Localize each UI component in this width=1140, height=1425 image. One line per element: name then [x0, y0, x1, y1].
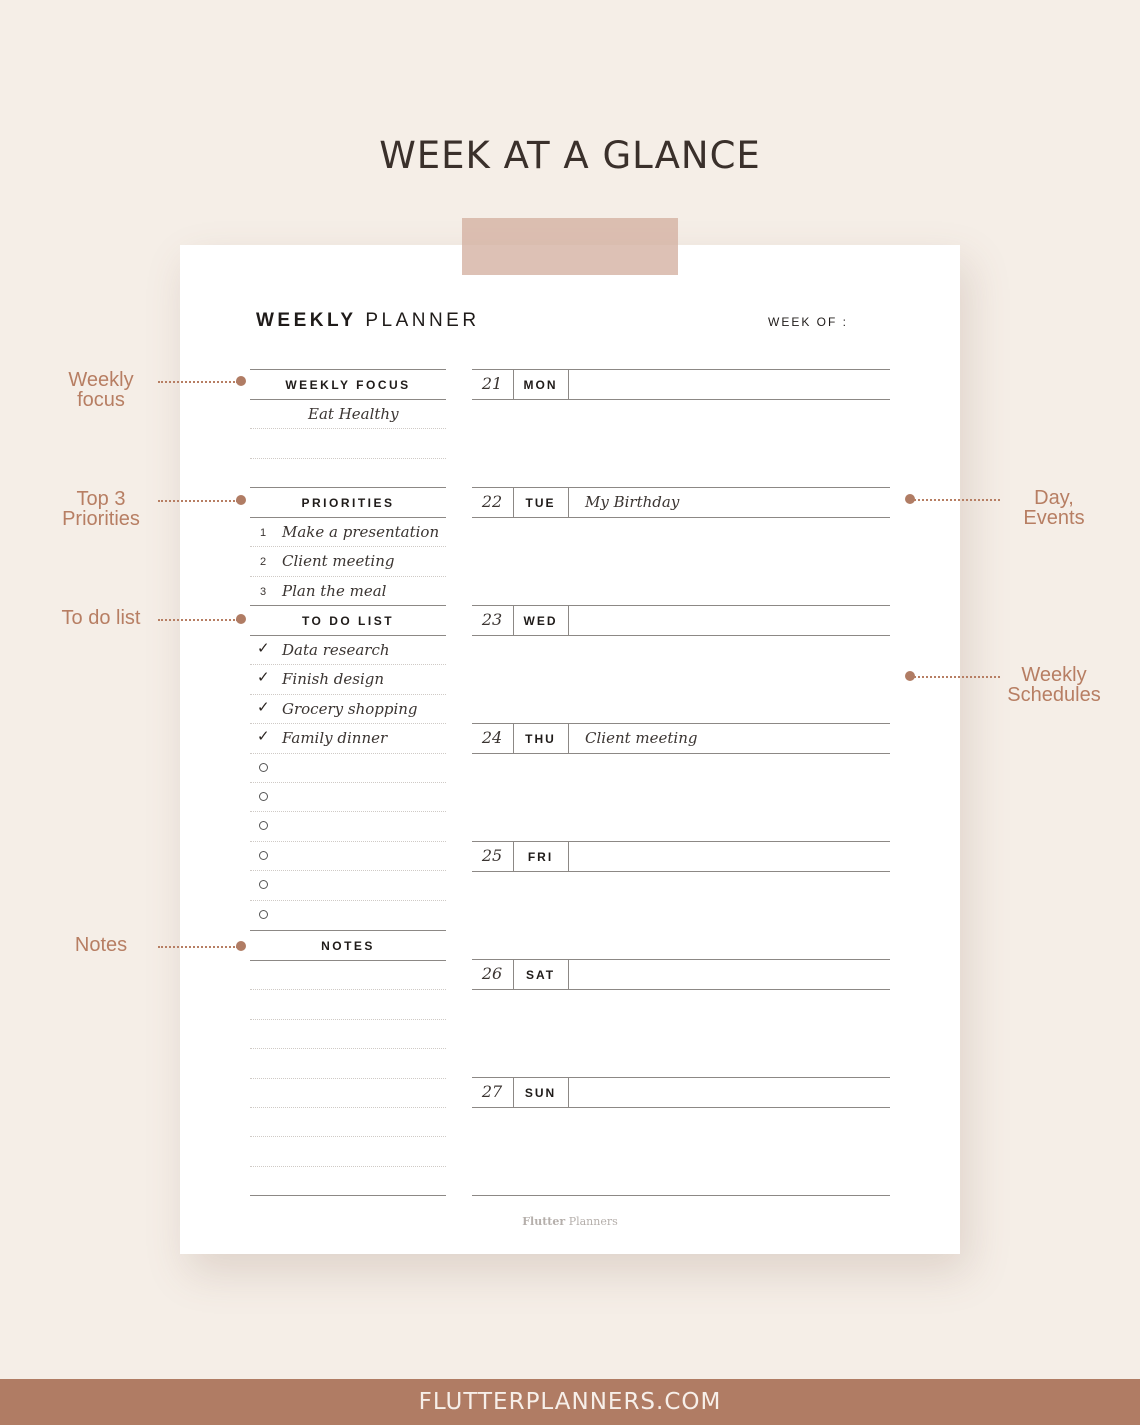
website-url[interactable]: FLUTTERPLANNERS.COM — [418, 1389, 722, 1415]
dotted-line — [250, 576, 446, 577]
dotted-line — [250, 1048, 446, 1049]
day-divider — [568, 1077, 569, 1107]
rule-line — [250, 517, 446, 518]
callout-line-text: Weekly — [1021, 664, 1087, 686]
priority-item: Client meeting — [282, 552, 395, 571]
footer-brand-bold: Flutter — [522, 1215, 566, 1228]
todo-label: TO DO LIST — [301, 614, 395, 628]
day-name: SAT — [525, 968, 556, 982]
dotted-line — [250, 1019, 446, 1020]
priority-item: Plan the meal — [282, 581, 387, 600]
day-name: FRI — [527, 850, 554, 864]
priority-item: Make a presentation — [282, 523, 440, 541]
day-date: 23 — [481, 610, 503, 629]
planner-page — [180, 245, 960, 1254]
week-of-label: WEEK OF : — [768, 315, 849, 329]
callout-weekly-focus — [31, 370, 171, 410]
callout-line-text: Weekly — [68, 369, 134, 391]
callout-dot-icon — [236, 941, 246, 951]
callout-todo — [31, 608, 171, 628]
day-event: Client meeting — [585, 729, 698, 747]
callout-line-text: Schedules — [1007, 684, 1101, 706]
rule-line — [472, 1077, 890, 1078]
priority-number: 2 — [260, 556, 267, 569]
day-name: THU — [525, 732, 556, 746]
todo-item: Family dinner — [282, 729, 388, 748]
callout-connector — [158, 500, 238, 502]
weekly-focus-value: Eat Healthy — [308, 405, 399, 423]
checkmark-icon[interactable]: ✓ — [257, 669, 270, 687]
empty-checkbox-icon[interactable] — [259, 763, 268, 772]
dotted-line — [250, 782, 446, 783]
rule-line — [250, 487, 446, 488]
day-divider — [568, 369, 569, 399]
day-name: TUE — [525, 496, 556, 510]
empty-checkbox-icon[interactable] — [259, 792, 268, 801]
dotted-line — [250, 458, 446, 459]
day-divider — [568, 959, 569, 989]
callout-connector — [158, 619, 238, 621]
day-date: 27 — [481, 1082, 503, 1101]
callout-day-events — [984, 488, 1124, 528]
dotted-line — [250, 546, 446, 547]
footer-brand — [0, 1215, 1140, 1228]
rule-line — [472, 959, 890, 960]
day-date: 26 — [481, 964, 503, 983]
callout-dot-icon — [236, 376, 246, 386]
callout-line-text: Notes — [74, 934, 128, 956]
rule-line — [250, 605, 446, 606]
day-date: 24 — [481, 728, 503, 747]
callout-weekly-schedules — [984, 665, 1124, 705]
todo-item: Finish design — [282, 670, 385, 689]
rule-line — [472, 1195, 890, 1196]
day-name: MON — [523, 378, 558, 392]
callout-line-text: Priorities — [62, 508, 140, 530]
rule-line — [250, 1195, 446, 1196]
callout-notes — [31, 935, 171, 955]
rule-line — [250, 960, 446, 961]
weekly-focus-label: WEEKLY FOCUS — [285, 378, 411, 392]
todo-item: Data research — [282, 641, 390, 659]
dotted-line — [250, 811, 446, 812]
dotted-line — [250, 723, 446, 724]
dotted-line — [250, 1166, 446, 1167]
day-divider — [568, 841, 569, 871]
day-divider — [568, 605, 569, 635]
rule-line — [472, 753, 890, 754]
dotted-line — [250, 1078, 446, 1079]
callout-connector — [914, 676, 1000, 678]
day-event: My Birthday — [585, 493, 680, 511]
planner-title-bold: WEEKLY — [256, 310, 357, 331]
dotted-line — [250, 841, 446, 842]
callout-priorities — [31, 489, 171, 529]
dotted-line — [250, 1107, 446, 1108]
checkmark-icon[interactable]: ✓ — [257, 728, 270, 746]
rule-line — [472, 989, 890, 990]
rule-line — [472, 871, 890, 872]
dotted-line — [250, 1136, 446, 1137]
day-name: WED — [523, 614, 558, 628]
planner-title — [256, 310, 480, 332]
todo-item: Grocery shopping — [282, 699, 418, 718]
checkmark-icon[interactable]: ✓ — [257, 698, 270, 716]
bottom-banner — [0, 1379, 1140, 1425]
notes-label: NOTES — [321, 939, 375, 953]
callout-line-text: Top 3 — [76, 488, 126, 510]
callout-dot-icon — [236, 495, 246, 505]
checkmark-icon[interactable]: ✓ — [257, 640, 270, 657]
callout-connector — [158, 946, 238, 948]
priority-number: 1 — [260, 527, 267, 539]
callout-line-text: Day, — [1034, 487, 1074, 509]
callout-connector — [914, 499, 1000, 501]
rule-line — [250, 399, 446, 400]
rule-line — [250, 369, 446, 370]
priorities-label: PRIORITIES — [301, 496, 395, 510]
rule-line — [472, 517, 890, 518]
rule-line — [472, 487, 890, 488]
callout-line-text: Events — [1023, 507, 1085, 529]
rule-line — [472, 841, 890, 842]
rule-line — [472, 399, 890, 400]
callout-connector — [158, 381, 238, 383]
empty-checkbox-icon[interactable] — [259, 851, 268, 860]
rule-line — [472, 369, 890, 370]
day-divider — [568, 723, 569, 753]
dotted-line — [250, 989, 446, 990]
dotted-line — [250, 664, 446, 665]
day-date: 22 — [481, 492, 503, 511]
rule-line — [250, 635, 446, 636]
empty-checkbox-icon[interactable] — [259, 910, 268, 919]
priority-number: 3 — [260, 585, 267, 598]
callout-line-text: focus — [77, 389, 125, 411]
day-date: 21 — [481, 374, 503, 393]
dotted-line — [250, 694, 446, 695]
page-title: WEEK AT A GLANCE — [379, 134, 761, 177]
rule-line — [472, 635, 890, 636]
day-name: SUN — [524, 1086, 557, 1100]
day-date: 25 — [481, 846, 503, 865]
rule-line — [472, 723, 890, 724]
planner-title-rest: PLANNER — [365, 310, 480, 331]
rule-line — [472, 1107, 890, 1108]
dotted-line — [250, 753, 446, 754]
dotted-line — [250, 870, 446, 871]
dotted-line — [250, 900, 446, 901]
rule-line — [472, 605, 890, 606]
tape-decoration — [462, 218, 678, 275]
day-divider — [568, 487, 569, 517]
callout-dot-icon — [236, 614, 246, 624]
rule-line — [250, 930, 446, 931]
dotted-line — [250, 428, 446, 429]
callout-line-text: To do list — [61, 607, 141, 629]
footer-brand-rest: Planners — [568, 1215, 618, 1228]
